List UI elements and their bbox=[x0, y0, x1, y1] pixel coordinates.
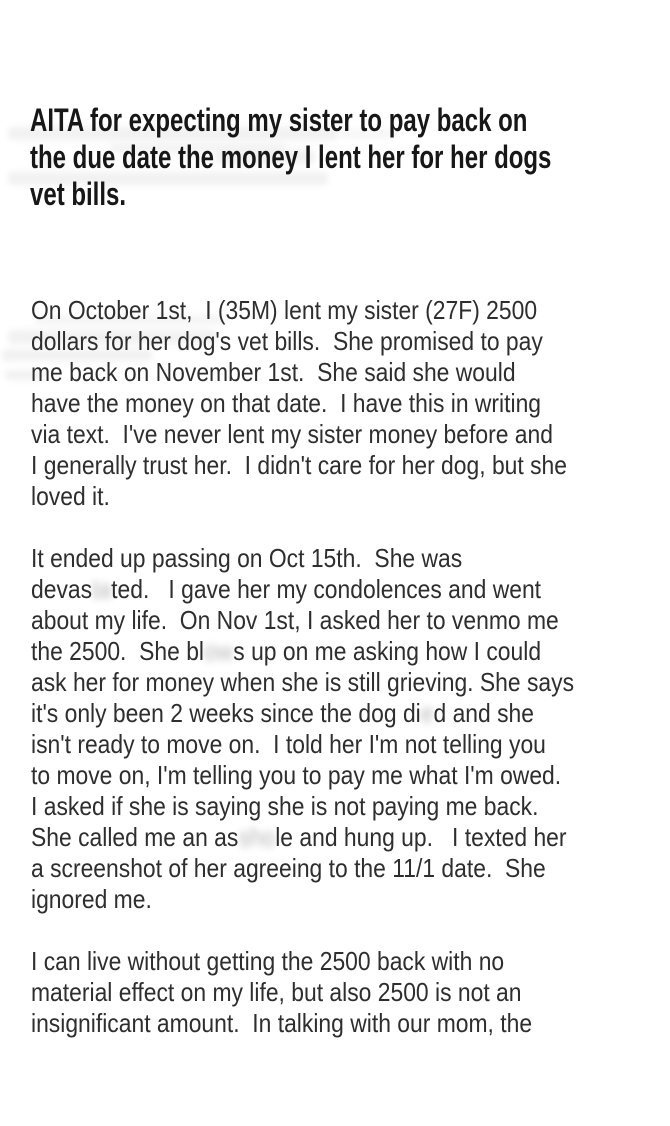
post-paragraph bbox=[31, 543, 593, 915]
text-segment: I asked if she is saying she is not paying me back. bbox=[31, 791, 539, 821]
text-segment: via text. I've never lent my sister money before and bbox=[31, 419, 553, 449]
text-line bbox=[31, 636, 593, 667]
text-segment: have the money on that date. I have this in writing bbox=[31, 388, 542, 418]
text-line bbox=[31, 729, 593, 760]
text-segment: isn't ready to move on. I told her I'm not telling you bbox=[31, 729, 546, 759]
text-segment: I generally trust her. I didn't care for her dog, but she bbox=[31, 450, 568, 480]
text-segment: dollars for her dog's vet bills. She promised to pay bbox=[31, 326, 543, 356]
text-segment: d and she bbox=[433, 698, 535, 728]
text-segment: It ended up passing on Oct 15th. She was bbox=[31, 543, 463, 573]
text-segment: s up on me asking how I could bbox=[233, 636, 542, 666]
text-line bbox=[31, 853, 593, 884]
text-line bbox=[31, 822, 593, 853]
text-line bbox=[31, 605, 593, 636]
text-segment: On October 1st, I (35M) lent my sister (27F) 2500 bbox=[31, 295, 538, 325]
text-line bbox=[31, 946, 593, 977]
censored-text: e bbox=[420, 698, 434, 728]
text-line bbox=[31, 884, 593, 915]
text-segment: ask her for money when she is still grieving. She says bbox=[31, 667, 575, 697]
text-segment: ted. I gave her my condolences and went bbox=[111, 574, 542, 604]
text-line bbox=[31, 760, 593, 791]
title-line: AITA for expecting my sister to pay back on bbox=[30, 102, 528, 138]
text-segment: insignificant amount. In talking with our mom, the bbox=[31, 1008, 533, 1038]
title-line: the due date the money I lent her for her dogs bbox=[30, 139, 552, 175]
text-segment: ignored me. bbox=[31, 884, 152, 914]
text-line bbox=[31, 295, 593, 326]
text-segment: the 2500. She bl bbox=[31, 636, 205, 666]
text-line bbox=[31, 574, 593, 605]
text-line bbox=[31, 357, 593, 388]
post-paragraph bbox=[31, 295, 593, 512]
title-line: vet bills. bbox=[30, 176, 127, 212]
text-segment: about my life. On Nov 1st, I asked her to venmo me bbox=[31, 605, 559, 635]
post-body bbox=[31, 295, 593, 1039]
text-line bbox=[31, 481, 593, 512]
text-line bbox=[31, 977, 593, 1008]
text-line bbox=[31, 698, 593, 729]
text-segment: material effect on my life, but also 2500 is not an bbox=[31, 977, 522, 1007]
censored-text: ow bbox=[204, 636, 234, 666]
text-segment: devas bbox=[31, 574, 93, 604]
text-segment: me back on November 1st. She said she would bbox=[31, 357, 516, 387]
text-line bbox=[31, 543, 593, 574]
text-segment: She called me an as bbox=[31, 822, 239, 852]
censored-text: sho bbox=[238, 822, 276, 852]
text-line bbox=[31, 419, 593, 450]
text-line bbox=[31, 450, 593, 481]
text-segment: I can live without getting the 2500 back with no bbox=[31, 946, 505, 976]
text-segment: le and hung up. I texted her bbox=[275, 822, 567, 852]
text-line bbox=[31, 326, 593, 357]
text-line bbox=[31, 388, 593, 419]
text-segment: it's only been 2 weeks since the dog di bbox=[31, 698, 421, 728]
text-line bbox=[31, 791, 593, 822]
post-title bbox=[30, 102, 552, 213]
censored-text: ta bbox=[92, 574, 112, 604]
text-segment: a screenshot of her agreeing to the 11/1 date. She bbox=[31, 853, 546, 883]
text-segment: loved it. bbox=[31, 481, 110, 511]
post-paragraph bbox=[31, 946, 593, 1039]
text-line bbox=[31, 667, 593, 698]
post-page bbox=[0, 102, 670, 1039]
text-segment: to move on, I'm telling you to pay me what I'm owed. bbox=[31, 760, 562, 790]
